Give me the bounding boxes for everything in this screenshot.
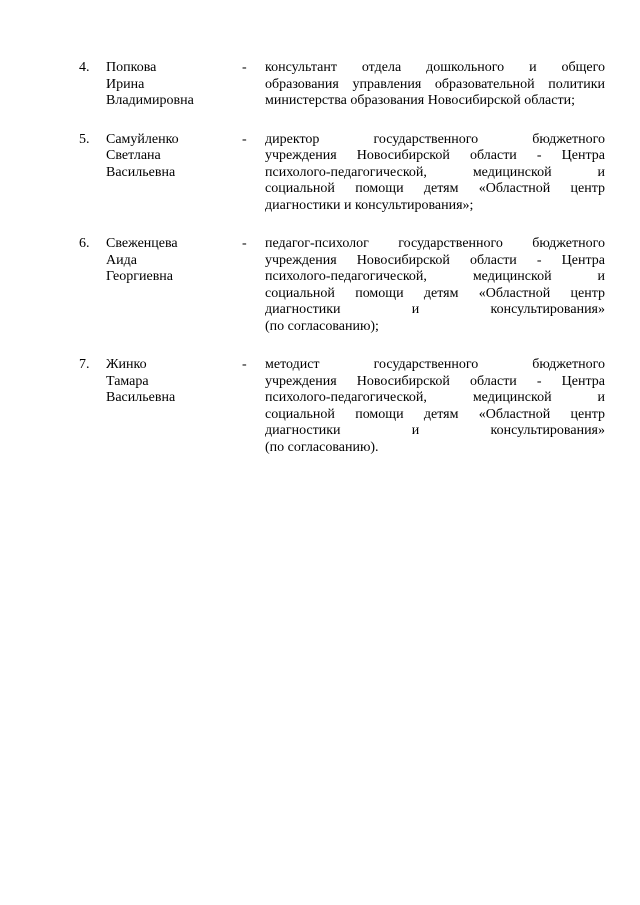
patronymic: Владимировна [106, 93, 194, 108]
description-line: социальной помощи детям «Областной центр [265, 181, 605, 196]
list-item [79, 60, 605, 110]
list-item [79, 357, 605, 456]
separator-dash: - [242, 236, 247, 251]
surname: Самуйленко [106, 131, 179, 147]
item-number: 4. [79, 60, 90, 75]
description-line: диагностики и консультирования» [265, 423, 605, 438]
description-line: (по согласованию). [265, 439, 379, 455]
description-line: педагог-психолог государственного бюджетного [265, 236, 605, 251]
description-line: образования управления образовательной политики [265, 76, 605, 92]
list-item [79, 132, 605, 215]
position-description [265, 132, 605, 215]
description-line: психолого-педагогической, медицинской и [265, 269, 605, 284]
position-description [265, 236, 605, 335]
description-line: диагностики и консультирования»; [265, 197, 474, 213]
item-number: 7. [79, 357, 90, 372]
surname: Попкова [106, 60, 157, 75]
patronymic: Георгиевна [106, 269, 174, 284]
description-line: директор государственного бюджетного [265, 131, 605, 147]
description-line: методист государственного бюджетного [265, 357, 605, 372]
description-line: учреждения Новосибирской области - Центра [265, 252, 605, 268]
person-name [106, 357, 234, 407]
member-list [79, 60, 605, 456]
description-line: социальной помощи детям «Областной центр [265, 285, 605, 301]
item-number: 5. [79, 131, 90, 147]
surname: Свеженцева [106, 236, 178, 251]
separator-dash: - [242, 60, 247, 75]
first-name: Тамара [106, 373, 149, 389]
description-line: социальной помощи детям «Областной центр [265, 406, 605, 422]
list-item [79, 236, 605, 335]
separator-dash: - [242, 131, 247, 147]
surname: Жинко [106, 357, 147, 372]
description-line: психолого-педагогической, медицинской и [265, 164, 605, 180]
patronymic: Васильевна [106, 390, 176, 405]
position-description [265, 60, 605, 110]
description-line: министерства образования Новосибирской области; [265, 93, 575, 108]
patronymic: Васильевна [106, 164, 176, 180]
first-name: Ирина [106, 76, 145, 92]
separator-dash: - [242, 357, 247, 372]
description-line: учреждения Новосибирской области - Центра [265, 148, 605, 163]
person-name [106, 60, 234, 110]
person-name [106, 132, 234, 182]
person-name [106, 236, 234, 286]
description-line: психолого-педагогической, медицинской и [265, 390, 605, 405]
description-line: (по согласованию); [265, 318, 379, 334]
first-name: Светлана [106, 148, 161, 163]
description-line: диагностики и консультирования» [265, 302, 605, 317]
description-line: учреждения Новосибирской области - Центра [265, 373, 605, 389]
first-name: Аида [106, 252, 137, 268]
description-line: консультант отдела дошкольного и общего [265, 60, 605, 75]
position-description [265, 357, 605, 456]
item-number: 6. [79, 236, 90, 251]
